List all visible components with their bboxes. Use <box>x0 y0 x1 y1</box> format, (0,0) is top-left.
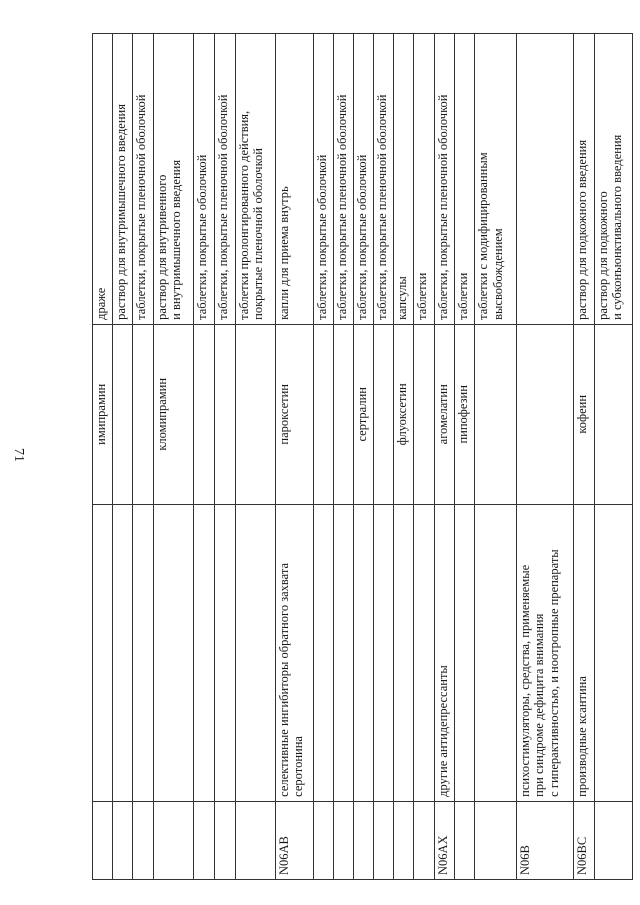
cell-name <box>354 504 374 801</box>
table-row <box>594 34 632 880</box>
cell-form: таблетки, покрытые оболочкой <box>194 34 215 325</box>
table-row <box>194 34 215 880</box>
cell-code <box>313 801 333 879</box>
cell-form: таблетки, покрытые пленочной оболочкой <box>214 34 235 325</box>
cell-drug <box>333 324 353 504</box>
rotated-table-container <box>92 33 633 880</box>
cell-drug <box>516 324 573 504</box>
table-row <box>93 34 113 880</box>
cell-drug: флуоксетин <box>394 324 414 504</box>
cell-code <box>113 801 133 879</box>
table-row <box>235 34 275 880</box>
cell-form: раствор для внутривенного и внутримышечного введения <box>153 34 193 325</box>
cell-code <box>235 801 275 879</box>
cell-drug: пароксетин <box>275 324 313 504</box>
cell-form: раствор для подкожного введения <box>574 34 595 325</box>
cell-form: таблетки, покрытые пленочной оболочкой <box>333 34 353 325</box>
cell-code: N06B <box>516 801 573 879</box>
cell-name <box>113 504 133 801</box>
cell-name: производные ксантина <box>574 504 595 801</box>
cell-name <box>594 504 632 801</box>
cell-drug: агомелатин <box>435 324 455 504</box>
cell-drug <box>214 324 235 504</box>
cell-code <box>333 801 353 879</box>
cell-drug <box>414 324 435 504</box>
cell-form: раствор для внутримышечного введения <box>113 34 133 325</box>
cell-name <box>374 504 394 801</box>
cell-code <box>594 801 632 879</box>
table-row <box>475 34 516 880</box>
cell-code <box>153 801 193 879</box>
cell-name: психостимуляторы, средства, применяемые при синдроме дефицита внимания с гиперактивностью, и ноотропные препараты <box>516 504 573 801</box>
table-row <box>113 34 133 880</box>
cell-code <box>374 801 394 879</box>
cell-name <box>93 504 113 801</box>
cell-form: таблетки <box>414 34 435 325</box>
cell-code: N06BC <box>574 801 595 879</box>
table-row <box>333 34 353 880</box>
cell-drug: кофеин <box>574 324 595 504</box>
cell-name <box>313 504 333 801</box>
cell-name <box>333 504 353 801</box>
cell-drug <box>594 324 632 504</box>
cell-name <box>414 504 435 801</box>
cell-drug <box>374 324 394 504</box>
cell-name <box>214 504 235 801</box>
cell-form: таблетки пролонгированного действия, покрытые пленочной оболочкой <box>235 34 275 325</box>
cell-drug <box>194 324 215 504</box>
cell-name <box>235 504 275 801</box>
table-row <box>455 34 475 880</box>
cell-form <box>516 34 573 325</box>
drug-table <box>92 33 633 880</box>
cell-drug <box>313 324 333 504</box>
cell-drug: имипрамин <box>93 324 113 504</box>
cell-code <box>133 801 154 879</box>
cell-code: N06AB <box>275 801 313 879</box>
table-row <box>275 34 313 880</box>
table-row <box>214 34 235 880</box>
cell-code: N06AX <box>435 801 455 879</box>
cell-code <box>455 801 475 879</box>
cell-name <box>394 504 414 801</box>
cell-code <box>394 801 414 879</box>
cell-drug <box>475 324 516 504</box>
cell-drug: пипофезин <box>455 324 475 504</box>
cell-code <box>414 801 435 879</box>
cell-form: капсулы <box>394 34 414 325</box>
cell-form: капли для приема внутрь <box>275 34 313 325</box>
cell-name: селективные ингибиторы обратного захвата серотонина <box>275 504 313 801</box>
cell-name <box>455 504 475 801</box>
cell-drug <box>133 324 154 504</box>
table-row <box>574 34 595 880</box>
table-row <box>313 34 333 880</box>
table-row <box>374 34 394 880</box>
table-row <box>516 34 573 880</box>
cell-form: таблетки, покрытые оболочкой <box>313 34 333 325</box>
cell-name: другие антидепрессанты <box>435 504 455 801</box>
cell-code <box>93 801 113 879</box>
cell-code <box>475 801 516 879</box>
page-number: 71 <box>11 448 26 462</box>
table-row <box>153 34 193 880</box>
cell-name <box>133 504 154 801</box>
cell-form: раствор для подкожного и субконъюнктивального введения <box>594 34 632 325</box>
cell-code <box>214 801 235 879</box>
cell-form: таблетки, покрытые пленочной оболочкой <box>133 34 154 325</box>
cell-drug <box>235 324 275 504</box>
table-row <box>133 34 154 880</box>
table-row <box>435 34 455 880</box>
cell-drug: кломипрамин <box>153 324 193 504</box>
cell-form: таблетки, покрытые пленочной оболочкой <box>374 34 394 325</box>
cell-name <box>475 504 516 801</box>
cell-name <box>153 504 193 801</box>
cell-form: таблетки, покрытые пленочной оболочкой <box>435 34 455 325</box>
cell-drug <box>113 324 133 504</box>
cell-drug: сертралин <box>354 324 374 504</box>
table-row <box>354 34 374 880</box>
cell-form: таблетки <box>455 34 475 325</box>
table-row <box>394 34 414 880</box>
cell-name <box>194 504 215 801</box>
table-row <box>414 34 435 880</box>
cell-form: драже <box>93 34 113 325</box>
cell-code <box>194 801 215 879</box>
cell-form: таблетки, покрытые оболочкой <box>354 34 374 325</box>
cell-code <box>354 801 374 879</box>
cell-form: таблетки с модифицированным высвобождением <box>475 34 516 325</box>
